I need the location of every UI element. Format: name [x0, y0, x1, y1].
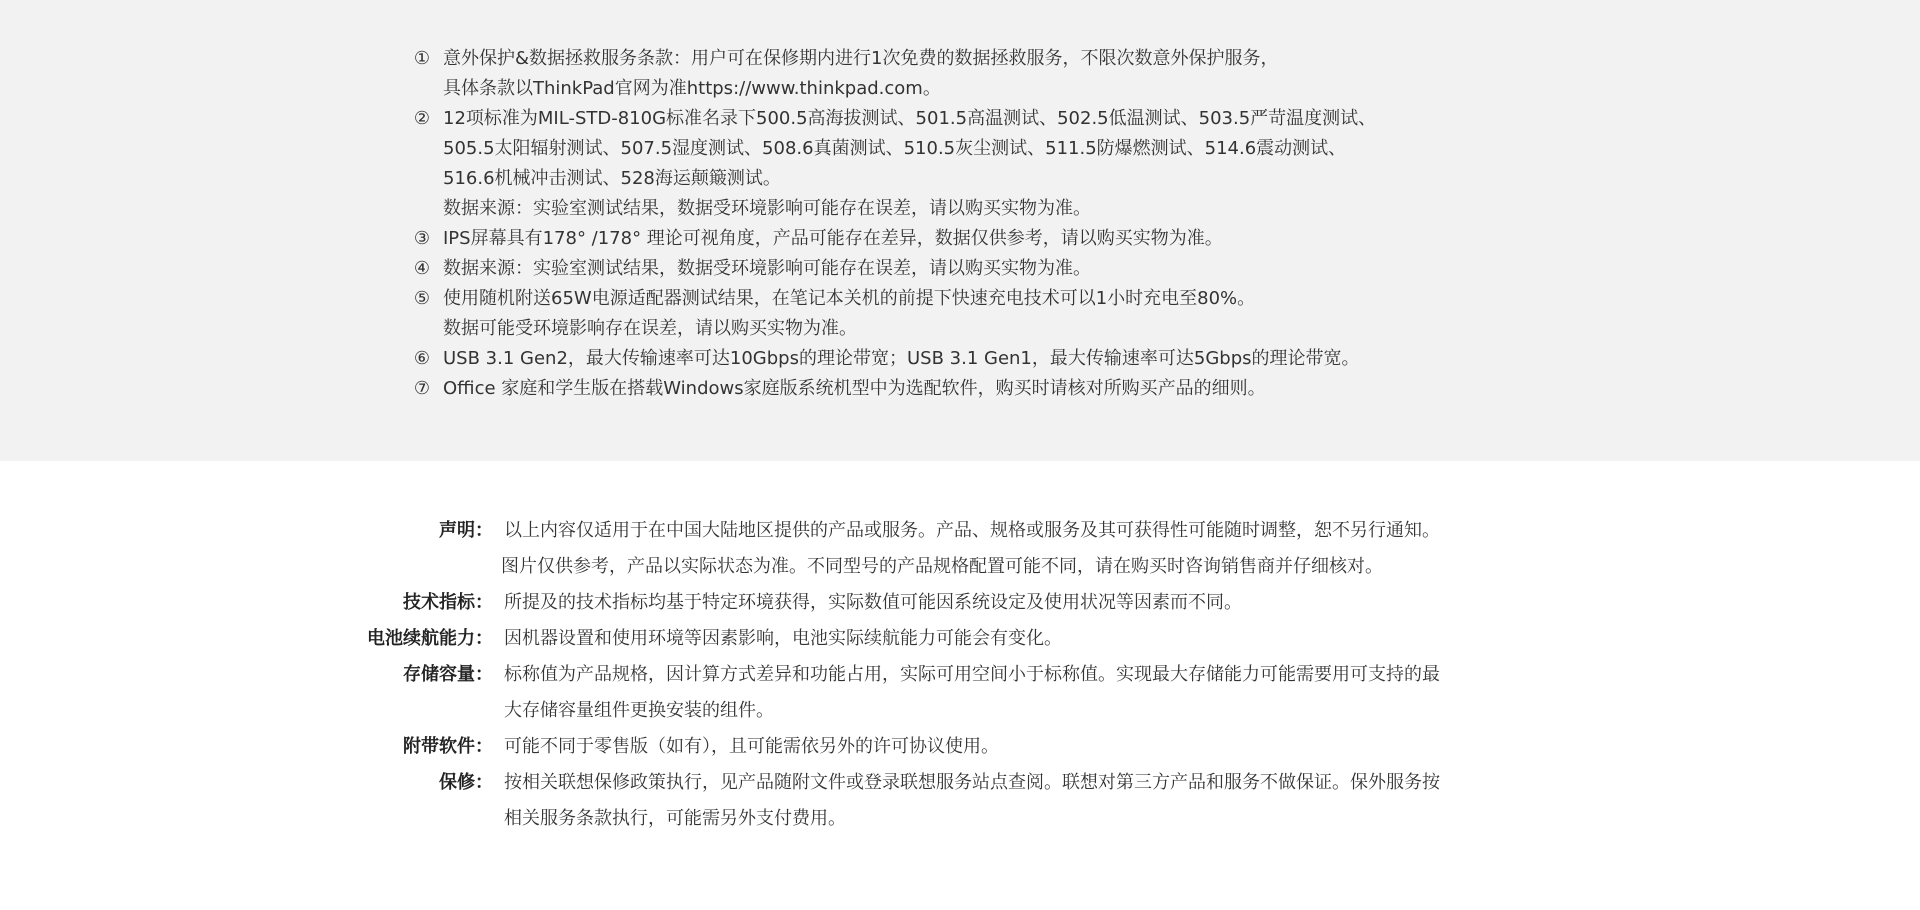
- declaration-row: [350, 585, 1590, 621]
- declaration-text: [493, 765, 1590, 837]
- footnote-text: 使用随机附送65W电源适配器测试结果，在笔记本关机的前提下快速充电技术可以1小时充电至80%。: [443, 288, 1256, 309]
- footnote-marker: ④: [413, 258, 431, 279]
- declaration-line: 可能不同于零售版（如有），且可能需依另外的许可协议使用。: [504, 736, 999, 757]
- declaration-row: [350, 657, 1590, 729]
- declaration-row: [350, 621, 1590, 657]
- footnote-text: 数据来源：实验室测试结果，数据受环境影响可能存在误差，请以购买实物为准。: [443, 258, 1091, 279]
- footnote-item: [410, 44, 1510, 104]
- footnote-item: [410, 104, 1510, 224]
- footnote-text: 516.6机械冲击测试、528海运颠簸测试。: [443, 168, 781, 189]
- footnote-text: IPS屏幕具有178° /178° 理论可视角度，产品可能存在差异，数据仅供参考，请以购买实物为准。: [443, 228, 1223, 249]
- footnote-text: USB 3.1 Gen2，最大传输速率可达10Gbps的理论带宽；USB 3.1 Gen1，最大传输速率可达5Gbps的理论带宽。: [443, 348, 1360, 369]
- declaration-label: 声明：: [439, 520, 493, 541]
- declaration-line: 大存储容量组件更换安装的组件。: [504, 700, 774, 721]
- declaration-label: 附带软件：: [403, 736, 493, 757]
- declaration-label: 保修：: [439, 772, 493, 793]
- declaration-text: [493, 513, 1590, 585]
- declaration-line: 所提及的技术指标均基于特定环境获得，实际数值可能因系统设定及使用状况等因素而不同。: [504, 592, 1242, 613]
- footnote-marker: ①: [413, 48, 431, 69]
- footnote-text: 数据可能受环境影响存在误差，请以购买实物为准。: [443, 318, 857, 339]
- declaration-row: [350, 513, 1590, 585]
- declaration-line: 相关服务条款执行，可能需另外支付费用。: [504, 808, 846, 829]
- footnote-text: Office 家庭和学生版在搭载Windows家庭版系统机型中为选配软件，购买时请核对所购买产品的细则。: [443, 378, 1266, 399]
- declaration-text: [493, 657, 1590, 729]
- declaration-text: [493, 621, 1590, 657]
- declaration-line: 因机器设置和使用环境等因素影响，电池实际续航能力可能会有变化。: [504, 628, 1062, 649]
- footnote-item: [410, 344, 1510, 374]
- footnote-marker: ⑦: [413, 378, 431, 399]
- footnote-marker: ⑥: [413, 348, 431, 369]
- footnote-marker: ③: [413, 228, 431, 249]
- declaration-list: [350, 513, 1590, 837]
- declaration-label: 技术指标：: [403, 592, 493, 613]
- declaration-line: 以上内容仅适用于在中国大陆地区提供的产品或服务。产品、规格或服务及其可获得性可能随时调整，恕不另行通知。: [504, 520, 1440, 541]
- footnote-marker: ⑤: [413, 288, 431, 309]
- footnote-text: 意外保护&数据拯救服务条款：用户可在保修期内进行1次免费的数据拯救服务，不限次数意外保护服务，: [443, 48, 1279, 69]
- footnote-item: [410, 224, 1510, 254]
- footnote-text: 数据来源：实验室测试结果，数据受环境影响可能存在误差，请以购买实物为准。: [443, 198, 1091, 219]
- footnote-item: [410, 374, 1510, 404]
- footnote-marker: ②: [413, 108, 431, 129]
- footnote-text: 具体条款以ThinkPad官网为准https://www.thinkpad.com。: [443, 78, 941, 99]
- footnotes-list: [410, 44, 1510, 404]
- declaration-section: [0, 461, 1920, 910]
- footnote-text: 505.5太阳辐射测试、507.5湿度测试、508.6真菌测试、510.5灰尘测试、511.5防爆燃测试、514.6震动测试、: [443, 138, 1347, 159]
- declaration-row: [350, 729, 1590, 765]
- footnote-item: [410, 254, 1510, 284]
- declaration-label: 电池续航能力：: [367, 628, 493, 649]
- declaration-line: 标称值为产品规格，因计算方式差异和功能占用，实际可用空间小于标称值。实现最大存储能力可能需要用可支持的最: [504, 664, 1440, 685]
- declaration-line: 图片仅供参考，产品以实际状态为准。不同型号的产品规格配置可能不同，请在购买时咨询销售商并仔细核对。: [501, 556, 1383, 577]
- declaration-text: [493, 729, 1590, 765]
- declaration-row: [350, 765, 1590, 837]
- declaration-label: 存储容量：: [403, 664, 493, 685]
- declaration-line: 按相关联想保修政策执行，见产品随附文件或登录联想服务站点查阅。联想对第三方产品和服务不做保证。保外服务按: [504, 772, 1440, 793]
- footnote-text: 12项标准为MIL-STD-810G标准名录下500.5高海拔测试、501.5高温测试、502.5低温测试、503.5严苛温度测试、: [443, 108, 1377, 129]
- declaration-text: [493, 585, 1590, 621]
- footnote-item: [410, 284, 1510, 344]
